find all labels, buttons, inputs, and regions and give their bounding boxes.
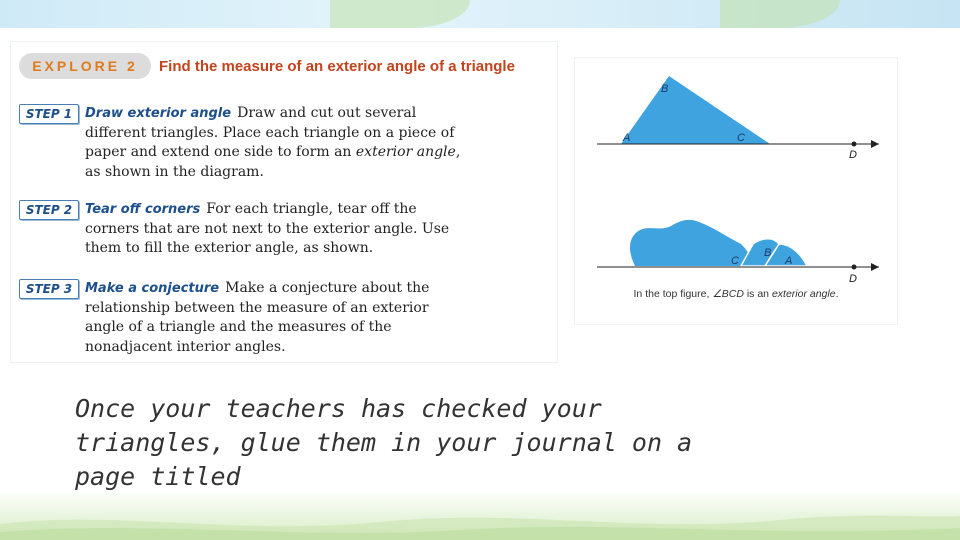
- label-d: D: [849, 149, 857, 161]
- step-text: [85, 200, 465, 259]
- caption-italic: exterior angle: [771, 288, 836, 300]
- label-c-bottom: C: [731, 255, 739, 267]
- exterior-angle-figure: [575, 58, 897, 324]
- caption-start: In the top figure,: [633, 288, 713, 300]
- instruction-note: Once your teachers has checked your triangles, glue them in your journal on a page titled: [75, 394, 693, 491]
- figure-caption: [575, 288, 897, 300]
- label-a-bottom: A: [785, 255, 793, 267]
- step-body-italic: exterior angle: [355, 144, 456, 160]
- top-point-d: [852, 142, 857, 147]
- top-arrow-icon: [871, 140, 879, 148]
- explore-title: Find the measure of an exterior angle of a triangle: [159, 57, 515, 75]
- label-b-bottom: B: [764, 247, 772, 259]
- step-badge: STEP 1: [19, 104, 79, 124]
- step-lead: Tear off corners: [85, 202, 201, 217]
- step-body: For each triangle, tear off the corners that are not next to the exterior angle. Use them to fill the exterior angle, as shown.: [85, 201, 450, 256]
- step-badge: STEP 3: [19, 279, 79, 299]
- label-b: B: [661, 83, 669, 95]
- slide-bottom-wave: [0, 506, 960, 540]
- step-body: Make a conjecture about the relationship between the measure of an exterior angle of a triangle and the measures of the nonadjacent interior angles.: [85, 280, 430, 355]
- explore-tag: EXPLORE 2: [19, 53, 151, 79]
- step-body: Draw and cut out several different triangles. Place each triangle on a piece of paper and extend one side to form an: [85, 105, 455, 160]
- label-a: A: [623, 132, 631, 144]
- bottom-arrow-icon: [871, 263, 879, 271]
- label-d-bottom: D: [849, 273, 857, 285]
- caption-middle: is an: [743, 288, 772, 300]
- step-body-end: , as shown in the diagram.: [85, 144, 461, 180]
- step-text: [85, 279, 465, 357]
- step-badge: STEP 2: [19, 200, 79, 220]
- step-text: [85, 104, 465, 182]
- label-c: C: [737, 132, 745, 144]
- step-lead: Draw exterior angle: [85, 106, 232, 121]
- caption-angle: ∠BCD: [712, 288, 744, 300]
- top-triangle: [621, 76, 770, 144]
- step-lead: Make a conjecture: [85, 281, 220, 296]
- figure-diagram: [575, 58, 897, 324]
- explore-header: [19, 52, 515, 80]
- explore-panel: [11, 42, 557, 362]
- bottom-point-d: [852, 265, 857, 270]
- caption-end: .: [835, 288, 839, 300]
